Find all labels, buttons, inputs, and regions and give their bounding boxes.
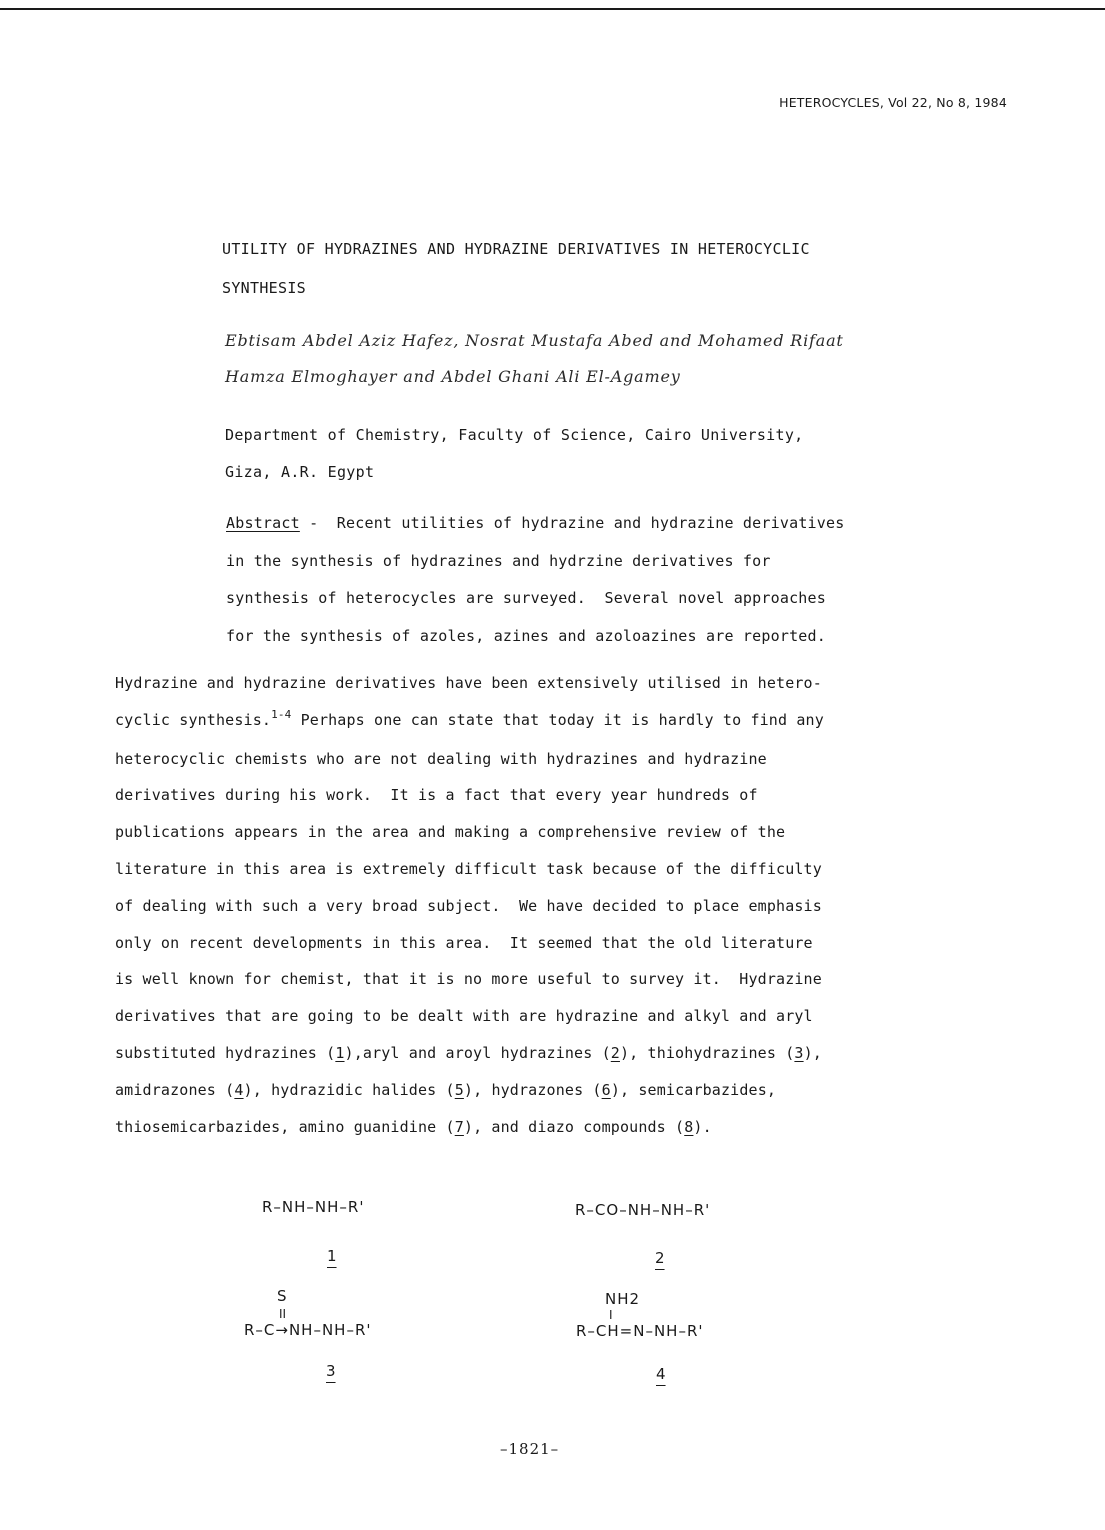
authors-line-2: Hamza Elmoghayer and Abdel Ghani Ali El-Agamey: [225, 367, 681, 386]
body-line: of dealing with such a very broad subject. We have decided to place emphasis: [115, 896, 822, 915]
body-text: ).: [693, 1117, 712, 1136]
structure-2-formula: R–CO–NH–NH–R': [575, 1201, 711, 1219]
affiliation-line-2: Giza, A.R. Egypt: [225, 463, 375, 481]
abstract-line-1: [226, 505, 986, 543]
body-text: ), semicarbazides,: [610, 1080, 777, 1099]
authors-line-1: Ebtisam Abdel Aziz Hafez, Nosrat Mustafa Abed and Mohamed Rifaat: [225, 331, 844, 350]
body-line: [115, 1035, 995, 1072]
compound-ref: 4: [234, 1080, 244, 1099]
body-text: ),aryl and aroyl hydrazines (: [344, 1043, 611, 1062]
structure-4-amine: NH2: [605, 1290, 641, 1308]
structure-3-formula: R–C→NH–NH–R': [244, 1321, 372, 1339]
structure-3-label: 3: [326, 1362, 336, 1380]
body-line: [115, 1072, 995, 1109]
compound-ref: 3: [794, 1043, 804, 1062]
affiliation-line-1: Department of Chemistry, Faculty of Science, Cairo University,: [225, 426, 804, 444]
structure-1-formula: R–NH–NH–R': [262, 1198, 365, 1216]
body-line: [115, 1109, 995, 1146]
body-text: substituted hydrazines (: [115, 1043, 336, 1062]
body-text: ), thiohydrazines (: [619, 1043, 795, 1062]
title-line-1: UTILITY OF HYDRAZINES AND HYDRAZINE DERIVATIVES IN HETEROCYCLIC: [222, 240, 810, 258]
reference-citation: 1-4: [271, 707, 292, 721]
title-line-2: SYNTHESIS: [222, 279, 306, 297]
structure-4-single-bond: I: [609, 1308, 613, 1322]
body-line: derivatives during his work. It is a fact that every year hundreds of: [115, 786, 758, 805]
compound-ref: 7: [454, 1117, 464, 1136]
compound-ref: 8: [684, 1117, 694, 1136]
abstract: [226, 505, 986, 655]
structure-3-sulfur: S: [277, 1287, 288, 1305]
abstract-line-3: synthesis of heterocycles are surveyed. Several novel approaches: [226, 589, 826, 607]
compound-ref: 5: [454, 1080, 464, 1099]
body-line: heterocyclic chemists who are not dealing with hydrazines and hydrazine: [115, 749, 767, 768]
body-line: [115, 702, 995, 741]
body-line: is well known for chemist, that it is no more useful to survey it. Hydrazine: [115, 970, 822, 989]
body-paragraph: [115, 665, 995, 1145]
body-text: ), hydrazones (: [463, 1080, 602, 1099]
body-line: publications appears in the area and making a comprehensive review of the: [115, 823, 786, 842]
structure-1-label: 1: [327, 1247, 337, 1265]
top-border-line: [0, 8, 1105, 10]
body-line: only on recent developments in this area. It seemed that the old literature: [115, 933, 813, 952]
affiliation: [225, 417, 985, 491]
paper-title: [222, 230, 962, 308]
body-line: derivatives that are going to be dealt with are hydrazine and alkyl and aryl: [115, 1007, 813, 1026]
journal-citation: HETEROCYCLES, Vol 22, No 8, 1984: [779, 95, 1007, 110]
abstract-line-2: in the synthesis of hydrazines and hydrzine derivatives for: [226, 551, 771, 570]
body-text: ), hydrazidic halides (: [243, 1080, 455, 1099]
page-number: –1821–: [500, 1440, 560, 1458]
structure-3-double-bond: II: [279, 1307, 287, 1321]
body-text: cyclic synthesis.: [115, 710, 272, 729]
compound-ref: 1: [335, 1043, 345, 1062]
body-line: Hydrazine and hydrazine derivatives have been extensively utilised in hetero-: [115, 674, 822, 692]
structure-2-label: 2: [655, 1249, 665, 1267]
body-text: amidrazones (: [115, 1080, 235, 1099]
structure-4-formula: R–CH=N–NH–R': [576, 1322, 704, 1340]
body-text: ), and diazo compounds (: [463, 1117, 685, 1136]
body-text: ),: [803, 1043, 822, 1062]
body-text: Perhaps one can state that today it is hardly to find any: [291, 710, 824, 729]
abstract-text-1: - Recent utilities of hydrazine and hydrazine derivatives: [299, 514, 845, 532]
structure-4-label: 4: [656, 1365, 666, 1383]
author-list: [225, 323, 985, 395]
abstract-label: Abstract: [226, 514, 300, 532]
body-line: literature in this area is extremely difficult task because of the difficulty: [115, 859, 822, 878]
abstract-line-4: for the synthesis of azoles, azines and azoloazines are reported.: [226, 626, 826, 645]
compound-ref: 2: [610, 1043, 620, 1062]
body-text: thiosemicarbazides, amino guanidine (: [115, 1117, 455, 1136]
compound-ref: 6: [601, 1080, 611, 1099]
